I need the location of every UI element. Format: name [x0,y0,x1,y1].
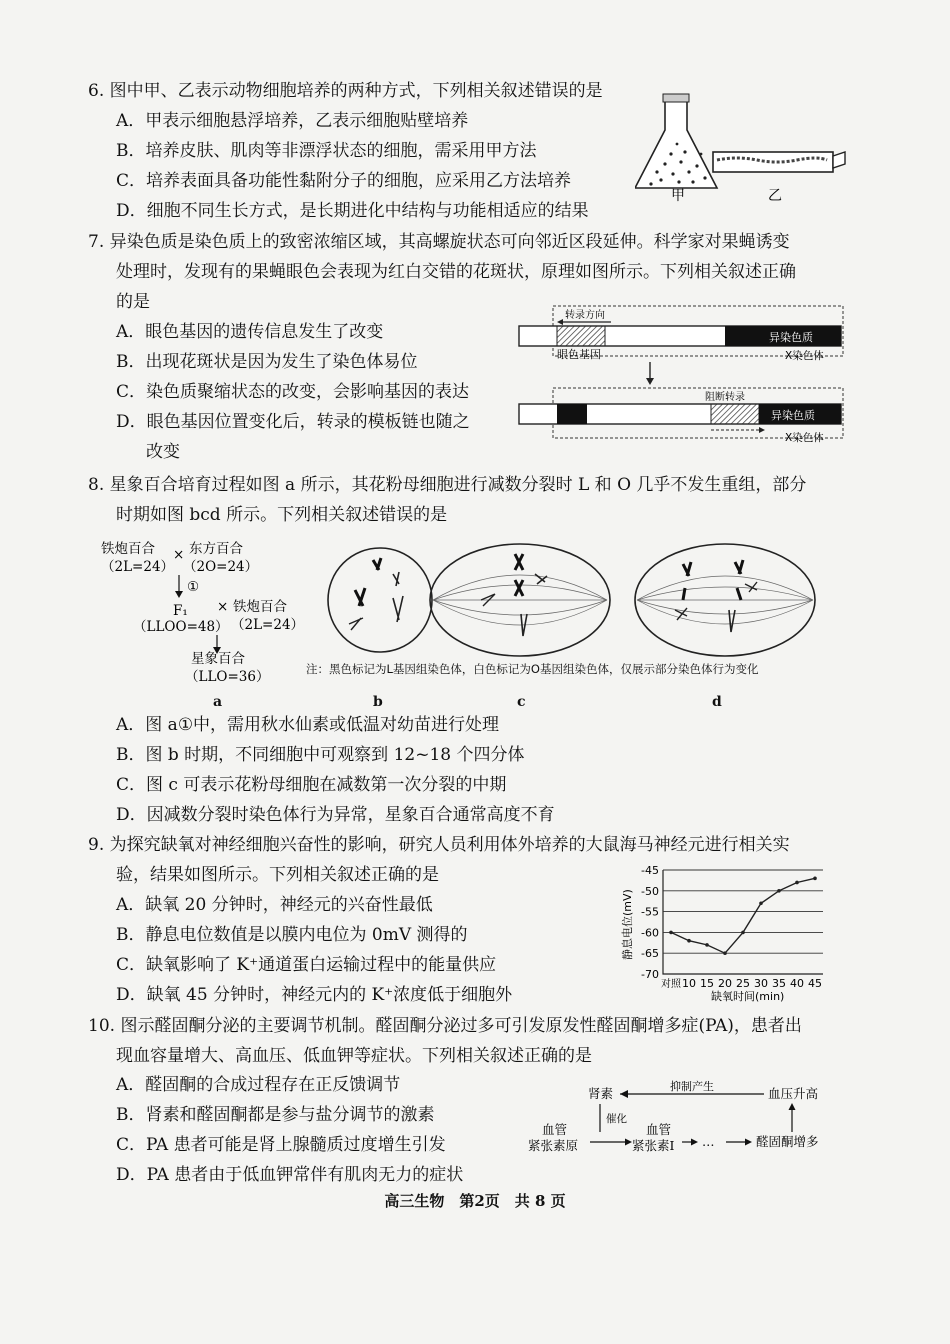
y-tick-label: -65 [641,947,659,961]
cell-b [328,548,432,652]
panel-label-c: c [517,694,526,710]
down-arrow-icon [646,378,654,385]
q8-breeding-diagram [95,535,315,705]
q7-option-d-cont: 改变 [146,442,180,462]
x-tick-label: 30 [754,977,768,990]
data-point [795,881,799,885]
cross-symbol-1: × [173,547,185,563]
panel-label-b: b [373,694,383,710]
resting-potential-chart [615,862,830,1004]
fig-label-yi: 乙 [768,188,782,204]
agt-line2: 紧张素原 [528,1138,579,1153]
q10-option-c: C．PA 患者可能是肾上腺髓质过度增生引发 [116,1135,446,1155]
bp-up-label: 血压升高 [768,1086,819,1101]
q6-option-a: A．甲表示细胞悬浮培养，乙表示细胞贴壁培养 [116,111,469,131]
f1-name: F₁ [173,603,188,619]
x-tick-label: 25 [736,977,750,990]
step-1-marker: ① [187,579,200,595]
q9-option-d: D．缺氧 45 分钟时，神经元内的 K⁺浓度低于细胞外 [116,985,513,1005]
x-tick-label: 20 [718,977,732,990]
parent1-genome: （2L=24） [101,559,175,575]
data-point [813,877,817,881]
cell-c [430,544,610,656]
q7-option-b: B．出现花斑状是因为发生了染色体易位 [116,352,418,372]
q8-option-b: B．图 b 时期，不同细胞中可观察到 12~18 个四分体 [116,745,525,765]
blocked-transcription-label: 阻断转录 [705,392,745,403]
q8-stem-1: 8. 星象百合培育过程如图 a 所示，其花粉母细胞进行减数分裂时 L 和 O 几乎不发生重组，部分 [88,475,807,495]
y-tick-label: -50 [641,884,659,898]
parent3-name: 铁炮百合 [233,599,287,615]
cross-symbol-2: × [217,599,229,615]
data-point [759,901,763,905]
x-chromosome-label-bottom: X染色体 [785,432,824,444]
q7-stem-2: 处理时，发现有的果蝇眼色会表现为红白交错的花斑状，原理如图所示。下列相关叙述正确 [116,262,796,282]
panel-label-d: d [712,694,722,710]
transcription-direction-label: 转录方向 [565,310,605,321]
parent2-genome: （2O=24） [183,559,259,575]
panel-label-a: a [213,694,223,710]
q8-stem-2: 时期如图 bcd 所示。下列相关叙述错误的是 [116,505,448,525]
q9-option-c: C．缺氧影响了 K⁺通道蛋白运输过程中的能量供应 [116,955,497,975]
parent2-name: 东方百合 [189,541,243,557]
renin-label: 肾素 [588,1086,614,1101]
heterochromatin-label-bottom: 异染色质 [771,409,815,422]
chart-y-label: 静息电位(mV) [621,889,634,960]
agt-line1: 血管 [542,1122,568,1137]
x-chromosome-label-top: X染色体 [785,350,824,362]
q6-option-c: C．培养表面具备功能性黏附分子的细胞，应采用乙方法培养 [116,171,572,191]
y-tick-label: -60 [641,926,659,940]
parent1-name: 铁炮百合 [101,541,155,557]
aldosterone-up-label: 醛固酮增多 [756,1134,819,1149]
q6-option-b: B．培养皮肤、肌肉等非漂浮状态的细胞，需采用甲方法 [116,141,537,161]
chart-x-label: 缺氧时间(min) [711,990,785,1003]
y-tick-label: -45 [641,864,659,877]
q9-option-b: B．静息电位数值是以膜内电位为 0mV 测得的 [116,925,468,945]
data-point [741,931,745,935]
x-tick-label: 40 [790,977,804,990]
x-tick-label: 45 [808,977,822,990]
ang1-line1: 血管 [646,1122,672,1137]
q7-option-a: A．眼色基因的遗传信息发生了改变 [116,322,384,342]
q10-option-b: B．肾素和醛固酮都是参与盐分调节的激素 [116,1105,435,1125]
y-tick-label: -70 [641,968,659,981]
culture-bottle-icon [713,152,845,172]
data-point [705,943,709,947]
q7-option-c: C．染色质聚缩状态的改变，会影响基因的表达 [116,382,470,402]
q6-culture-figure [635,92,850,207]
q8-option-a: A．图 a①中，需用秋水仙素或低温对幼苗进行处理 [116,715,500,735]
q8-figure-note: 注：黑色标记为L基因组染色体，白色标记为O基因组染色体，仅展示部分染色体行为变化 [306,662,759,676]
flask-icon [635,94,717,188]
q7-stem-1: 7. 异染色质是染色质上的致密浓缩区域，其高螺旋状态可向邻近区段延伸。科学家对果蝇诱变 [88,232,790,252]
x-tick-label: 10 [682,977,696,990]
data-point [687,939,691,943]
q8-option-d: D．因减数分裂时染色体行为异常，星象百合通常高度不育 [116,805,555,825]
result-genome: （LLO=36） [185,669,270,685]
q10-stem-1: 10. 图示醛固酮分泌的主要调节机制。醛固酮分泌过多可引发原发性醛固酮增多症(PA)，患者出 [88,1016,802,1036]
chart-axes [663,870,823,974]
inhibit-arrow-icon [620,1090,628,1098]
q7-chromatin-figure [515,300,845,448]
q8-meiosis-cells [325,540,845,660]
fig-label-jia: 甲 [671,188,685,204]
q10-option-d: D．PA 患者由于低血钾常伴有肌肉无力的症状 [116,1165,464,1185]
parent3-genome: （2L=24） [231,617,305,633]
q9-option-a: A．缺氧 20 分钟时，神经元的兴奋性最低 [116,895,433,915]
q10-stem-2: 现血容量增大、高血压、低血钾等症状。下列相关叙述正确的是 [116,1046,592,1066]
data-point [723,951,727,955]
y-tick-label: -55 [641,905,659,919]
q8-option-c: C．图 c 可表示花粉母细胞在减数第一次分裂的中期 [116,775,507,795]
x-tick-label: 35 [772,977,786,990]
ellipsis: … [702,1134,715,1149]
inhibit-label: 抑制产生 [670,1080,714,1093]
cell-d [635,544,815,656]
catalyze-label: 催化 [606,1113,627,1125]
page-footer: 高三生物 第2页 共 8 页 [384,1192,566,1210]
f1-genome: （LLOO=48） [133,619,229,635]
q7-stem-3: 的是 [116,292,150,312]
x-tick-label: 对照 [661,979,681,990]
q10-option-a: A．醛固酮的合成过程存在正反馈调节 [116,1075,401,1095]
result-name: 星象百合 [191,651,245,667]
q10-regulation-diagram [520,1080,840,1162]
q6-option-d: D．细胞不同生长方式，是长期进化中结构与功能相适应的结果 [116,201,589,221]
q7-option-d: D．眼色基因位置变化后，转录的模板链也随之 [116,412,470,432]
eye-gene-label: 眼色基因 [557,348,601,361]
q9-stem-1: 9. 为探究缺氧对神经细胞兴奋性的影响，研究人员利用体外培养的大鼠海马神经元进行相关实 [88,835,790,855]
heterochromatin-label-top: 异染色质 [769,331,813,344]
x-tick-label: 15 [700,977,714,990]
series-line [671,878,815,953]
q9-stem-2: 验，结果如图所示。下列相关叙述正确的是 [116,865,439,885]
ang1-line2: 紧张素I [632,1138,675,1153]
data-point [669,931,673,935]
q6-stem: 6. 图中甲、乙表示动物细胞培养的两种方式，下列相关叙述错误的是 [88,81,603,101]
data-point [777,889,781,893]
